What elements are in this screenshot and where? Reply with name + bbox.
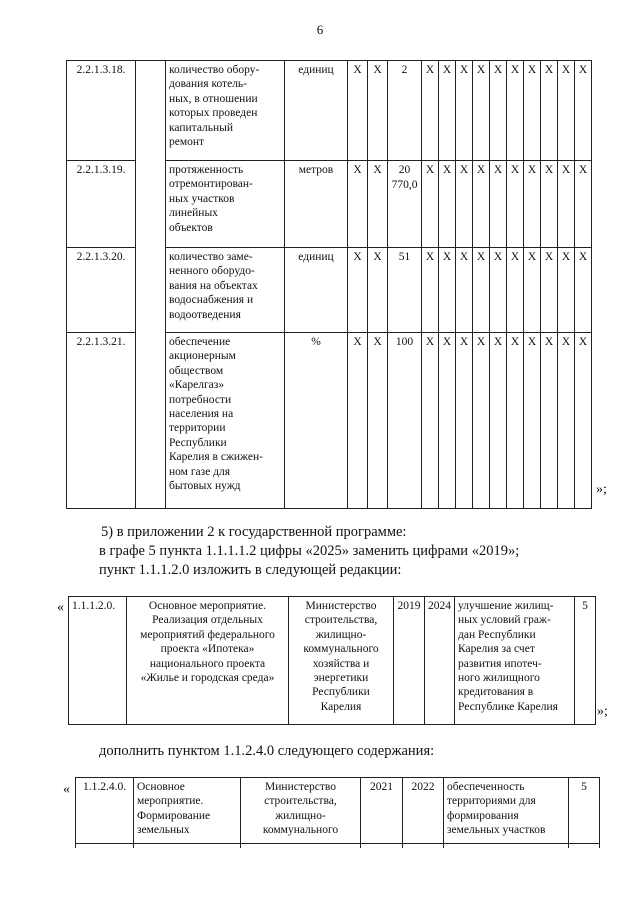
merged-cell [136,333,166,509]
t2-result-text: улучшение жилищ- ных условий граж- дан Республики Карелия за счет развития ипотеч- ного жилищного кредитования в Республике Карелия [458,600,558,713]
row-mark: X [490,61,507,161]
row-code: 2.2.1.3.20. [67,248,136,333]
row-x1: X [348,333,368,509]
row-x2: X [368,248,388,333]
row-mark: X [541,333,558,509]
row-x1: X [348,61,368,161]
row-mark: X [541,161,558,248]
row-value: 100 [388,333,422,509]
row-mark: X [575,333,592,509]
row-mark: X [490,161,507,248]
table1-close-quote: »; [596,482,607,497]
row-mark: X [439,248,456,333]
row-mark: X [456,248,473,333]
row-text: количество обору- дования котель- ных, в отношении которых проведен капитальный ремонт [166,61,285,161]
row-text: протяженность отремонтирован- ных участков линейных объектов [166,161,285,248]
row-mark: X [575,161,592,248]
row-mark: X [575,248,592,333]
t3-result [444,778,569,848]
t3-start-year: 2021 [361,778,403,848]
row-mark: X [490,333,507,509]
row-mark: X [507,61,524,161]
row-mark: X [473,161,490,248]
row-mark: X [507,248,524,333]
t3-executor-text: Министерство строительства, жилищно- коммунального [262,781,339,837]
row-code: 2.2.1.3.18. [67,61,136,161]
row-x2: X [368,61,388,161]
row-mark: X [558,333,575,509]
table-row [67,161,592,248]
t2-start-year: 2019 [394,597,425,725]
t3-end-year: 2022 [403,778,444,848]
row-mark: X [558,61,575,161]
row-code: 2.2.1.3.19. [67,161,136,248]
row-unit: метров [285,161,348,248]
row-value: 51 [388,248,422,333]
row-mark: X [439,161,456,248]
t3-event [134,778,241,848]
row-mark: X [422,161,439,248]
para-add-item: дополнить пунктом 1.1.2.4.0 следующего содержания: [99,743,435,759]
row-x2: X [368,161,388,248]
merged-cell [136,248,166,333]
merged-cell [136,161,166,248]
t2-end-year: 2024 [425,597,455,725]
row-mark: X [524,161,541,248]
row-code: 2.2.1.3.21. [67,333,136,509]
table-row [67,333,592,509]
row-mark: X [422,248,439,333]
t2-ref: 5 [575,597,596,725]
t3-result-text: обеспеченность территориями для формирования земельных участков [447,781,546,837]
table2-close-quote: »; [597,704,608,719]
page-number: 6 [316,22,324,37]
table3-bottom-rule [75,843,600,844]
row-mark: X [439,61,456,161]
row-mark: X [490,248,507,333]
row-x2: X [368,333,388,509]
row-x1: X [348,161,368,248]
row-text: обеспечение акционерным обществом «Карелгаз» потребности населения на территории Республики Карелия в сжижен- ном газе для бытовых нужд [166,333,285,509]
row-mark: X [422,333,439,509]
t3-ref: 5 [569,778,600,848]
row-mark: X [524,248,541,333]
row-mark: X [541,61,558,161]
row-mark: X [473,248,490,333]
row-mark: X [507,161,524,248]
t2-executor-text: Министерство строительства, жилищно- коммунального хозяйства и энергетики Республики Карелия [303,600,379,713]
row-unit: единиц [285,61,348,161]
row-mark: X [456,61,473,161]
t2-event [127,597,289,725]
row-mark: X [473,333,490,509]
row-unit: % [285,333,348,509]
row-text: количество заме- ненного оборудо- вания на объектах водоснабжения и водоотведения [166,248,285,333]
merged-cell [136,61,166,161]
table3-open-quote: « [63,782,70,797]
row-mark: X [558,248,575,333]
row-mark: X [473,61,490,161]
row-mark: X [558,161,575,248]
para-line-1: 5) в приложении 2 к государственной программе: [101,524,407,540]
t2-code: 1.1.1.2.0. [69,597,127,725]
para-line-2: в графе 5 пункта 1.1.1.1.2 цифры «2025» заменить цифрами «2019»; [99,543,520,559]
measure-table-1 [68,596,596,725]
row-unit: единиц [285,248,348,333]
row-mark: X [524,333,541,509]
row-mark: X [439,333,456,509]
t2-result [455,597,575,725]
row-mark: X [456,333,473,509]
row-mark: X [507,333,524,509]
para-line-3: пункт 1.1.1.2.0 изложить в следующей редакции: [99,562,402,578]
row-value: 2 [388,61,422,161]
row-mark: X [575,61,592,161]
indicators-table [66,60,592,509]
row-mark: X [422,61,439,161]
t3-event-text: Основное мероприятие. Формирование земельных [137,781,211,837]
t2-executor [289,597,394,725]
row-mark: X [524,61,541,161]
table-row [67,248,592,333]
table-row [67,61,592,161]
t3-executor [241,778,361,848]
row-mark: X [541,248,558,333]
row-mark: X [456,161,473,248]
table2-open-quote: « [57,600,64,615]
row-value: 20 770,0 [388,161,422,248]
t2-event-text: Основное мероприятие. Реализация отдельных мероприятий федерального проекта «Ипотека» национального проекта «Жилье и городская среда» [140,600,275,685]
row-x1: X [348,248,368,333]
t3-code: 1.1.2.4.0. [76,778,134,848]
measure-table-2 [75,777,600,848]
